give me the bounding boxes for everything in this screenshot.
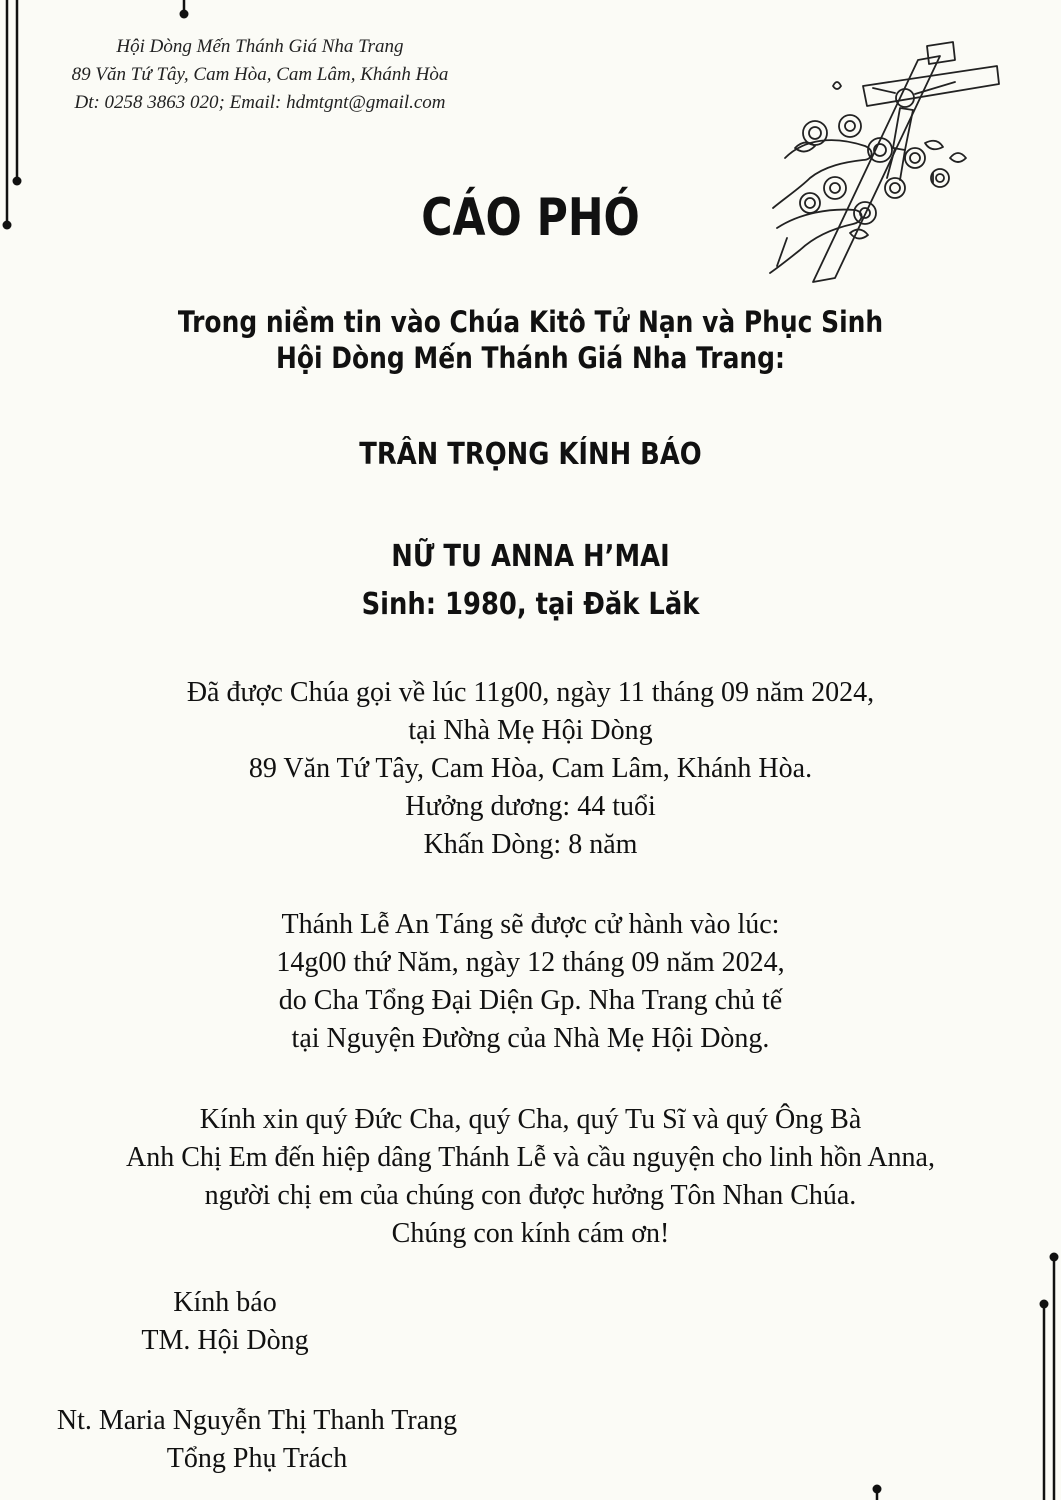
header-name: Hội Dòng Mến Thánh Giá Nha Trang [116, 36, 404, 57]
deceased-info [74, 533, 986, 629]
header-contact: Dt: 0258 3863 020; Email: hdmtgnt@gmail.com [74, 92, 446, 113]
invitation [0, 1101, 1061, 1253]
mass-line-3: do Cha Tổng Đại Diện Gp. Nha Trang chủ tế [278, 985, 783, 1016]
death-line-5: Khấn Dòng: 8 năm [423, 829, 638, 860]
signature-greeting: Kính báo [173, 1287, 277, 1318]
invite-line-4: Chúng con kính cám ơn! [391, 1218, 670, 1249]
signature-on-behalf: TM. Hội Dòng [141, 1325, 309, 1356]
signature-greeting-block [100, 1284, 350, 1360]
header-address: 89 Văn Tứ Tây, Cam Hòa, Cam Lâm, Khánh Hòa [71, 64, 449, 85]
mass-line-2: 14g00 thứ Năm, ngày 12 tháng 09 năm 2024, [276, 947, 785, 978]
funeral-mass-details [0, 906, 1061, 1058]
signer-block [0, 1402, 514, 1478]
invite-line-2: Anh Chị Em đến hiệp dâng Thánh Lễ và cầu nguyện cho linh hồn Anna, [126, 1142, 935, 1173]
mass-line-1: Thánh Lễ An Táng sẽ được cử hành vào lúc: [281, 909, 780, 940]
death-line-3: 89 Văn Tứ Tây, Cam Hòa, Cam Lâm, Khánh Hòa. [248, 753, 813, 784]
intro-statement [74, 304, 986, 376]
crucifix-illustration [755, 38, 1005, 288]
death-details [0, 674, 1061, 864]
invite-line-1: Kính xin quý Đức Cha, quý Cha, quý Tu Sĩ và quý Ông Bà [199, 1104, 862, 1135]
deceased-birth: Sinh: 1980, tại Đăk Lăk [361, 587, 700, 622]
page-title: CÁO PHÓ [421, 188, 640, 248]
invite-line-3: người chị em của chúng con được hưởng Tôn Nhan Chúa. [204, 1180, 857, 1211]
congregation-header [0, 33, 520, 117]
death-line-2: tại Nhà Mẹ Hội Dòng [408, 715, 653, 746]
mass-line-4: tại Nguyện Đường của Nhà Mẹ Hội Dòng. [291, 1023, 770, 1054]
signer-name: Nt. Maria Nguyễn Thị Thanh Trang [56, 1405, 458, 1436]
intro-line-2: Hội Dòng Mến Thánh Giá Nha Trang: [276, 341, 785, 375]
deceased-name: NỮ TU ANNA H’MAI [391, 539, 670, 574]
death-line-4: Hưởng dương: 44 tuổi [405, 791, 656, 822]
intro-line-1: Trong niềm tin vào Chúa Kitô Tử Nạn và Phục Sinh [177, 305, 884, 339]
signer-role: Tổng Phụ Trách [166, 1443, 348, 1474]
death-line-1: Đã được Chúa gọi về lúc 11g00, ngày 11 tháng 09 năm 2024, [186, 677, 875, 708]
announcement-heading: TRÂN TRỌNG KÍNH BÁO [359, 437, 702, 472]
